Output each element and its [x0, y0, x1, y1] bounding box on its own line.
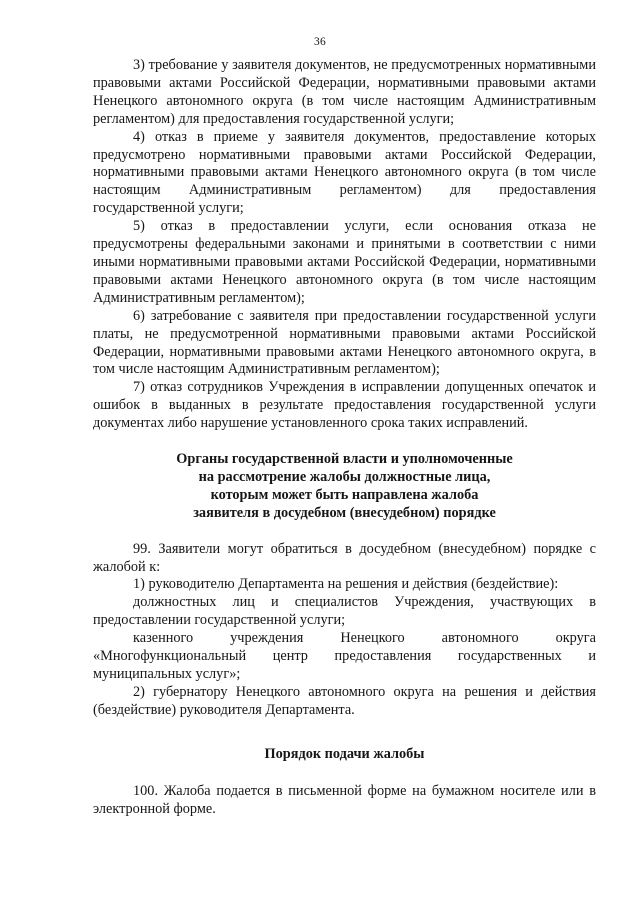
heading-line: которым может быть направлена жалоба: [210, 486, 479, 503]
heading-line: заявителя в досудебном (внесудебном) порядке: [193, 504, 496, 521]
list-item-6: 6) затребование с заявителя при предоставлении государственной услуги платы, не предусмотренной нормативными правовыми актами Российской Федерации, нормативными правовыми актами Ненецкого автономного округа, в том числе настоящим Административным регламентом);: [93, 307, 596, 378]
heading-line: Органы государственной власти и уполномоченные: [176, 451, 513, 468]
page-number: 36: [314, 36, 326, 48]
paragraph-99-item-1: 1) руководителю Департамента на решения и действия (бездействие):: [133, 576, 559, 593]
paragraph-99-intro: 99. Заявители могут обратиться в досудебном (внесудебном) порядке с жалобой к:: [93, 540, 596, 575]
heading-line: Порядок подачи жалобы: [264, 745, 425, 762]
section-heading-complaint-procedure: [93, 746, 596, 764]
paragraph-99-item-1-officials: должностных лиц и специалистов Учреждения, участвующих в предоставлении государственной услуги;: [93, 594, 596, 629]
list-item-7: 7) отказ сотрудников Учреждения в исправлении допущенных опечаток и ошибок в выданных в результате предоставления государственной услуги документах либо нарушение установленного срока таких исправлений.: [93, 379, 596, 432]
heading-line: на рассмотрение жалобы должностные лица,: [198, 468, 491, 485]
paragraph-99-item-1-mfc: казенного учреждения Ненецкого автономного округа «Многофункциональный центр предоставления государственных и муниципальных услуг»;: [93, 630, 596, 682]
document-body: [93, 57, 596, 818]
section-heading-complaint-bodies: [93, 451, 596, 523]
list-item-4: 4) отказ в приеме у заявителя документов, предоставление которых предусмотрено нормативными правовыми актами Российской Федерации, нормативными правовыми актами Ненецкого автономного округа (в том числе настоящим Административным регламентом) для предоставления государственной услуги;: [93, 128, 596, 217]
list-item-5: 5) отказ в предоставлении услуги, если основания отказа не предусмотрены федеральными законами и принятыми в соответствии с ними иными нормативными правовыми актами Российской Федерации, нормативными правовыми актами Ненецкого автономного округа (в том числе настоящим Административным регламентом);: [93, 218, 596, 306]
list-item-3: 3) требование у заявителя документов, не предусмотренных нормативными правовыми актами Российской Федерации, нормативными правовыми актами Ненецкого автономного округа (в том числе настоящим Административным регламентом) для предоставления государственной услуги;: [93, 57, 596, 127]
paragraph-100: 100. Жалоба подается в письменной форме на бумажном носителе или в электронной форме.: [93, 782, 596, 817]
paragraph-99-item-2: 2) губернатору Ненецкого автономного округа на решения и действия (бездействие) руководителя Департамента.: [93, 683, 596, 718]
